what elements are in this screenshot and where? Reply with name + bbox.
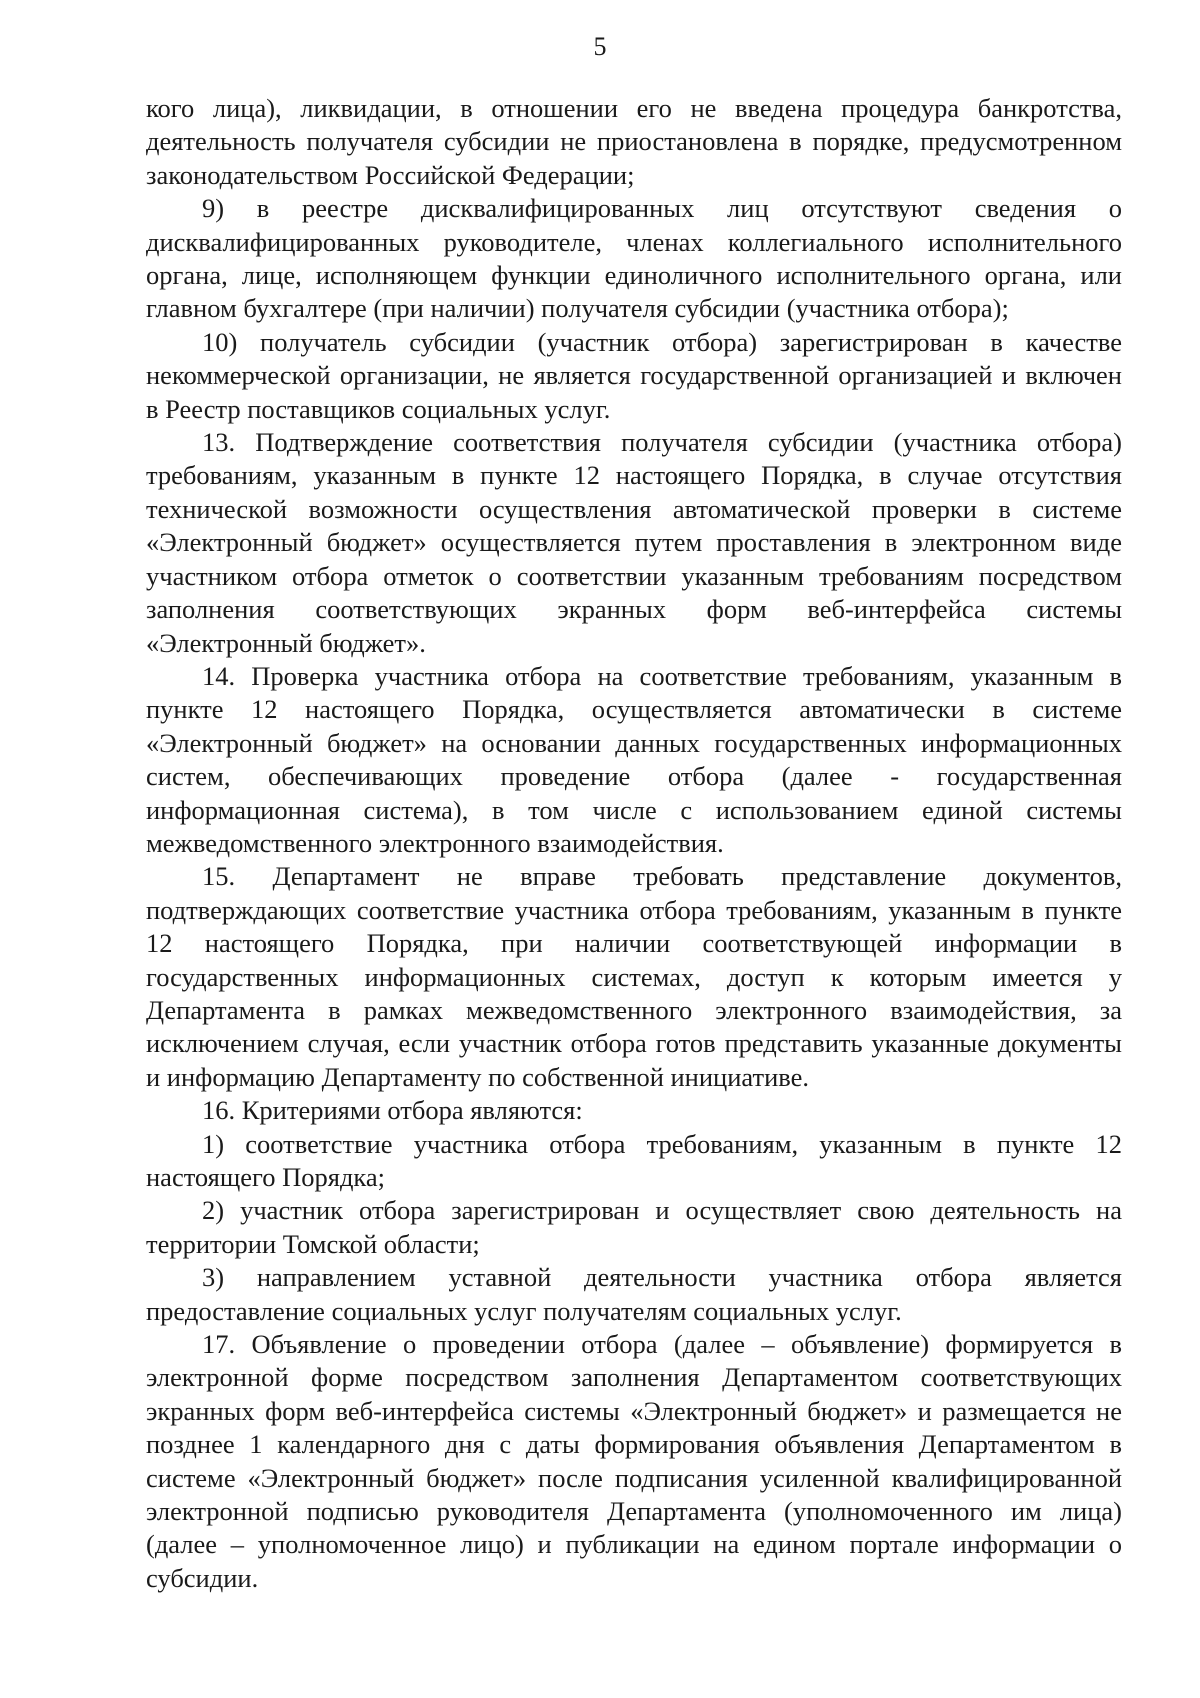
- paragraph-item-10: 10) получатель субсидии (участник отбора) зарегистрирован в качестве некоммерческой организации, не является государственной организацией и включен в Реестр поставщиков социальных услуг.: [146, 326, 1122, 424]
- criteria-item-2: 2) участник отбора зарегистрирован и осуществляет свою деятельность на территории Томской области;: [146, 1195, 1122, 1259]
- paragraph-15: 15. Департамент не вправе требовать представление документов, подтверждающих соответствие участника отбора требованиям, указанным в пункте 12 настоящего Порядка, при наличии соответствующей информации в государственных информационных системах, доступ к которым имеется у Департамента в рамках межведомственного электронного взаимодействия, за исключением случая, если участник отбора готов представить указанные документы и информацию Департаменту по собственной инициативе.: [146, 861, 1122, 1092]
- paragraph-13: 13. Подтверждение соответствия получателя субсидии (участника отбора) требованиям, указанным в пункте 12 настоящего Порядка, в случае отсутствия технической возможности осуществления автоматической проверки в системе «Электронный бюджет» осуществляется путем проставления в электронном виде участником отбора отметок о соответствии указанным требованиям посредством заполнения соответствующих экранных форм веб-интерфейса системы «Электронный бюджет».: [146, 427, 1122, 658]
- paragraph-14: 14. Проверка участника отбора на соответствие требованиям, указанным в пункте 12 настоящего Порядка, осуществляется автоматически в системе «Электронный бюджет» на основании данных государственных информационных систем, обеспечивающих проведение отбора (далее - государственная информационная система), в том числе с использованием единой системы межведомственного электронного взаимодействия.: [146, 660, 1122, 858]
- paragraph-continuation: кого лица), ликвидации, в отношении его не введена процедура банкротства, деятельность получателя субсидии не приостановлена в порядке, предусмотренном законодательством Российской Федерации;: [146, 93, 1122, 190]
- paragraph-17: 17. Объявление о проведении отбора (далее – объявление) формируется в электронной форме посредством заполнения Департаментом соответствующих экранных форм веб-интерфейса системы «Электронный бюджет» и размещается не позднее 1 календарного дня с даты формирования объявления Департаментом в системе «Электронный бюджет» после подписания усиленной квалифицированной электронной подписью руководителя Департамента (уполномоченного им лица) (далее – уполномоченное лицо) и публикации на едином портале информации о субсидии.: [146, 1329, 1122, 1593]
- document-body: [146, 92, 1122, 1595]
- page-number: 5: [593, 32, 607, 61]
- criteria-item-1: 1) соответствие участника отбора требованиям, указанным в пункте 12 настоящего Порядка;: [146, 1128, 1122, 1192]
- paragraph-item-9: 9) в реестре дисквалифицированных лиц отсутствуют сведения о дисквалифицированных руководителе, членах коллегиального исполнительного органа, лице, исполняющем функции единоличного исполнительного органа, или главном бухгалтере (при наличии) получателя субсидии (участника отбора);: [146, 193, 1122, 324]
- criteria-item-3: 3) направлением уставной деятельности участника отбора является предоставление социальных услуг получателям социальных услуг.: [146, 1262, 1122, 1326]
- paragraph-16: 16. Критериями отбора являются:: [202, 1095, 583, 1126]
